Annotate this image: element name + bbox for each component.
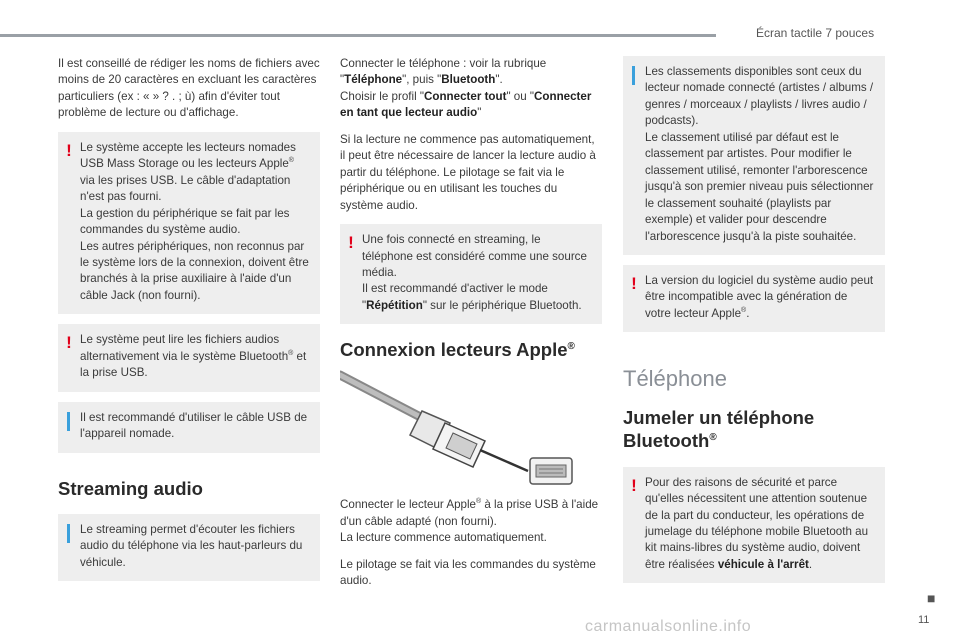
- heading-streaming-audio: Streaming audio: [58, 477, 203, 499]
- usb-cable-illustration: [340, 367, 602, 493]
- page-number: 11: [918, 614, 930, 626]
- heading-apple-connection: Connexion lecteurs Apple®: [340, 339, 575, 361]
- connect-phone-paragraph: Connecter le téléphone : voir la rubrique "Téléphone", puis "Bluetooth". Choisir le profil "Connecter tout" ou "Connecter en tant que lecteur audio": [340, 57, 592, 120]
- info-box-usb-cable: Il est recommandé d'utiliser le câble USB de l'appareil nomade.: [58, 402, 320, 453]
- warning-box-pairing: ! Pour des raisons de sécurité et parce qu'elles nécessitent une attention soutenue de la part du conducteur, les opérations de jumelage du téléphone mobile Bluetooth au kit mains-libres du système audio, doivent être réalisées véhicule à l'arrêt.: [623, 467, 885, 584]
- warning-box-streaming: ! Une fois connecté en streaming, le téléphone est considéré comme une source média. Il est recommandé d'activer le mode "Répétition" sur le périphérique Bluetooth.: [340, 224, 602, 324]
- warning-icon: !: [66, 333, 72, 353]
- warning-box-usb: ! Le système accepte les lecteurs nomades USB Mass Storage ou les lecteurs Apple® via les prises USB. Le câble d'adaptation n'est pas fourni. La gestion du périphérique se fait par les commandes du système audio. Les autres périphériques, non reconnus par le système lors de la connexion, doivent être branchés à la prise auxiliaire à l'aide d'un câble Jack (non fourni).: [58, 132, 320, 315]
- heading-telephone: Téléphone: [623, 366, 727, 392]
- info-box-classifications: Les classements disponibles sont ceux du lecteur nomade connecté (artistes / albums / genres / morceaux / playlists / livres audio / podcasts). Le classement utilisé par défaut est le classement par artistes. Pour modifier le classement utilisé, remonter l'arborescence jusqu'à son premier niveau puis sélectionner le classement souhaité (playlists par exemple) et valider pour descendre l'arborescence jusqu'à la piste souhaitée.: [623, 56, 885, 255]
- continued-marker: ■: [927, 590, 936, 606]
- warning-icon: !: [631, 273, 637, 293]
- section-title: Écran tactile 7 pouces: [756, 26, 875, 40]
- watermark: carmanualsonline.info: [585, 618, 752, 635]
- playback-paragraph: Si la lecture ne commence pas automatiquement, il peut être nécessaire de lancer la lecture audio à partir du téléphone. Le pilotage se fait via le périphérique ou en utilisant les touches du système audio.: [340, 132, 596, 212]
- column-1: [58, 56, 320, 581]
- info-box-streaming: Le streaming permet d'écouter les fichiers audio du téléphone via les haut-parleurs du véhicule.: [58, 514, 320, 581]
- header-rule: [0, 34, 716, 37]
- column-3: [623, 56, 885, 583]
- column-2: [340, 56, 602, 590]
- apple-connect-paragraph: Connecter le lecteur Apple® à la prise USB à l'aide d'un câble adapté (non fourni). La lecture commence automatiquement.: [340, 498, 599, 545]
- warning-icon: !: [66, 140, 72, 160]
- apple-control-paragraph: Le pilotage se fait via les commandes du système audio.: [340, 557, 596, 588]
- heading-pair-bluetooth: Jumeler un téléphone Bluetooth®: [623, 407, 815, 452]
- warning-box-bluetooth: ! Le système peut lire les fichiers audios alternativement via le système Bluetooth® et la prise USB.: [58, 324, 320, 391]
- warning-icon: !: [348, 233, 354, 253]
- warning-box-software: ! La version du logiciel du système audio peut être incompatible avec la génération de votre lecteur Apple®.: [623, 265, 885, 332]
- warning-icon: !: [631, 475, 637, 495]
- intro-paragraph: Il est conseillé de rédiger les noms de fichiers avec moins de 20 caractères en excluant les caractères particuliers (ex : « » ? . ; ù) afin d'éviter tout problème de lecture ou d'affichage.: [58, 57, 320, 120]
